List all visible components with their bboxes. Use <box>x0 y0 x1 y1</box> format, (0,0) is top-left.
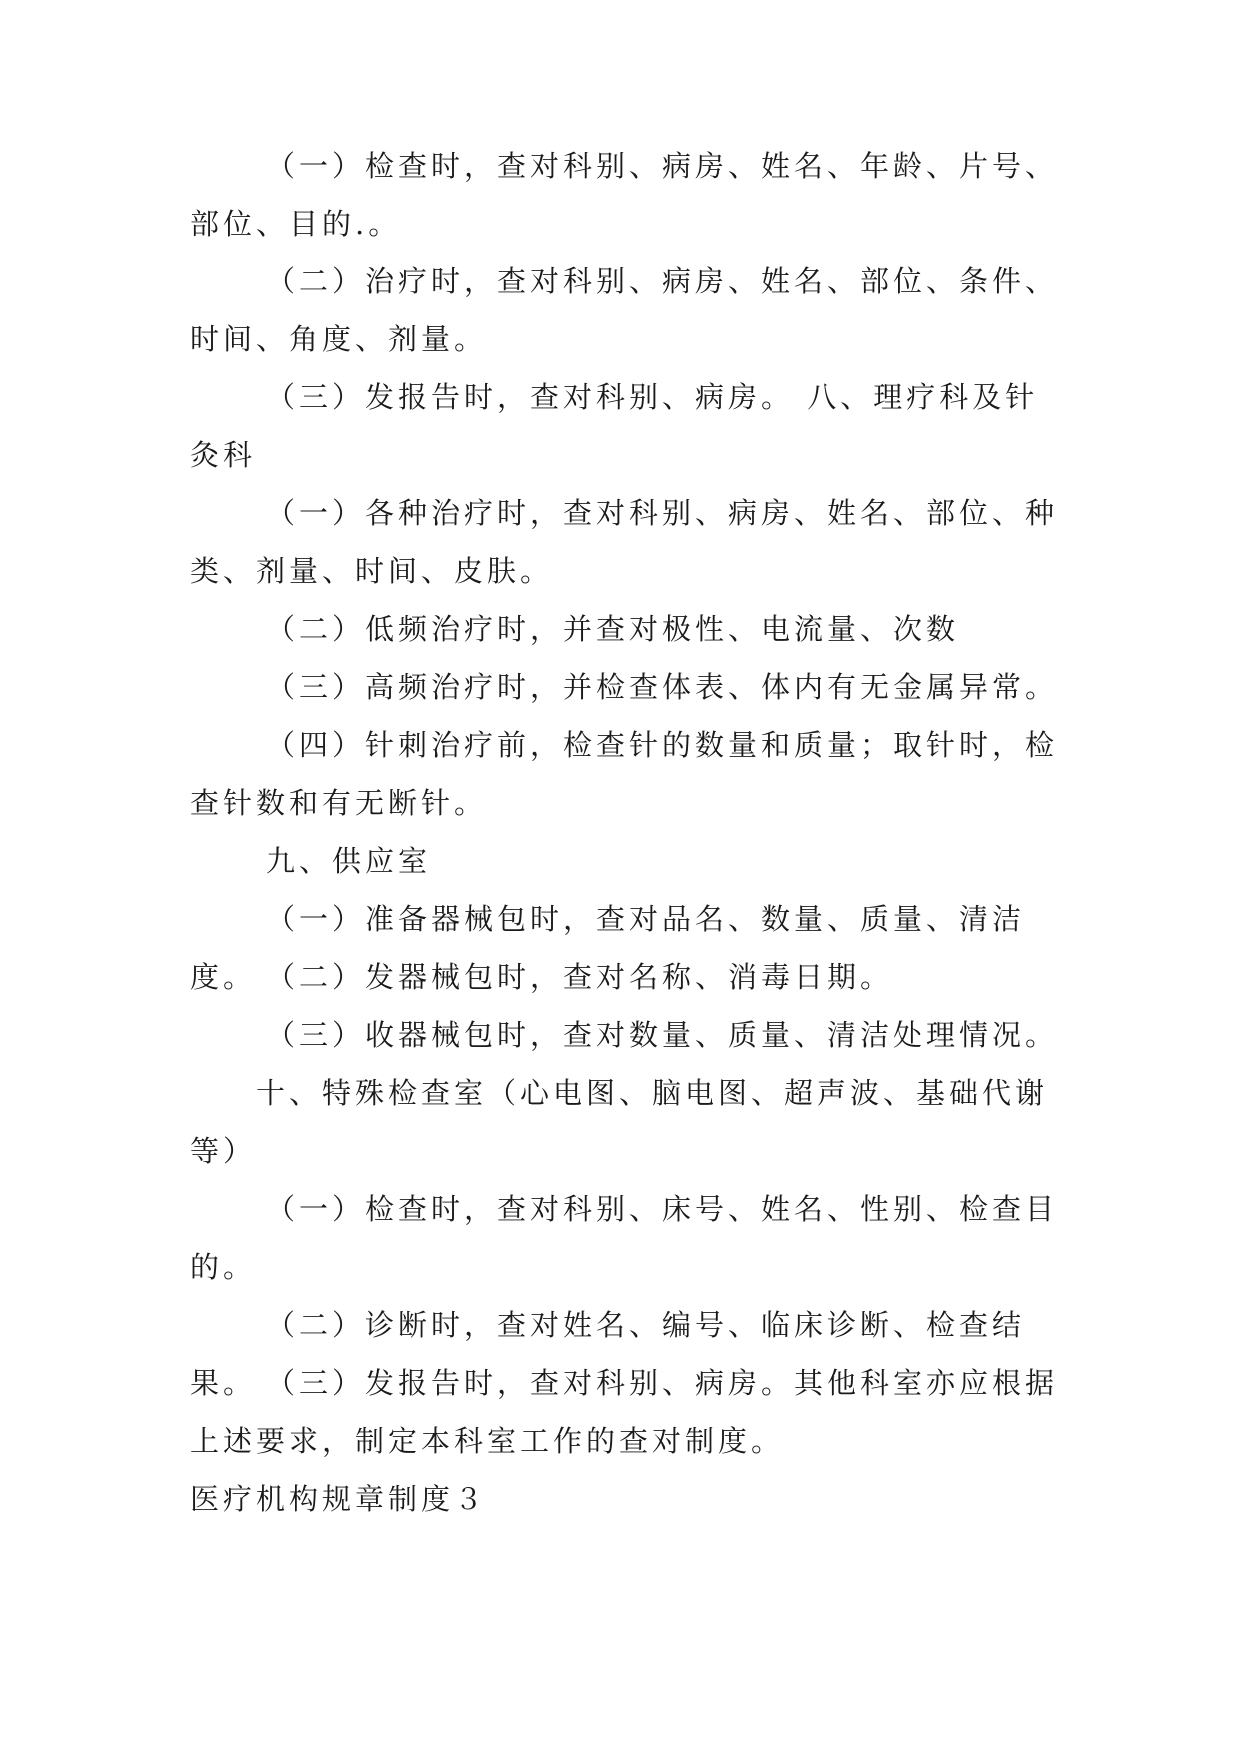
paragraph-issue-kit: （二）发器械包时，查对名称、消毒日期。 <box>266 960 894 994</box>
paragraph-low-frequency: （二）低频治疗时，并查对极性、电流量、次数 <box>266 612 960 646</box>
document-subtitle: 医疗机构规章制度３ <box>190 1482 488 1516</box>
paragraph-diagnosis: （二）诊断时，查对姓名、编号、临床诊断、检查结果。 <box>190 1308 1026 1400</box>
paragraph-prepare-kit: （一）准备器械包时，查对品名、数量、质量、清洁度。 <box>190 902 1026 994</box>
paragraph-physio-treatment: （一）各种治疗时，查对科别、病房、姓名、部位、种类、剂量、时间、皮肤。 <box>190 496 1059 588</box>
paragraph-radiology-report: （三）发报告时，查对科别、病房。 八、理疗科及针灸科 <box>190 380 1039 472</box>
paragraph-radiology-treatment: （二）治疗时，查对科别、病房、姓名、部位、条件、时间、角度、剂量。 <box>190 264 1059 356</box>
paragraph-radiology-exam: （一）检查时，查对科别、病房、姓名、年龄、片号、部位、目的.。 <box>190 149 1059 241</box>
paragraph-report-and-other: （三）发报告时，查对科别、病房。其他科室亦应根据上述要求，制定本科室工作的查对制度。 <box>190 1366 1059 1458</box>
paragraph-receive-kit: （三）收器械包时，查对数量、质量、清洁处理情况。 <box>266 1018 1059 1052</box>
paragraph-acupuncture: （四）针刺治疗前，检查针的数量和质量；取针时，检查针数和有无断针。 <box>190 728 1059 820</box>
paragraph-special-exam: （一）检查时，查对科别、床号、姓名、性别、检查目的。 <box>190 1192 1059 1284</box>
paragraph-high-frequency: （三）高频治疗时，并检查体表、体内有无金属异常。 <box>266 670 1059 704</box>
section-heading-supply-room: 九、供应室 <box>266 844 432 878</box>
section-heading-special-exam: 十、特殊检查室（心电图、脑电图、超声波、基础代谢等） <box>190 1076 1049 1168</box>
